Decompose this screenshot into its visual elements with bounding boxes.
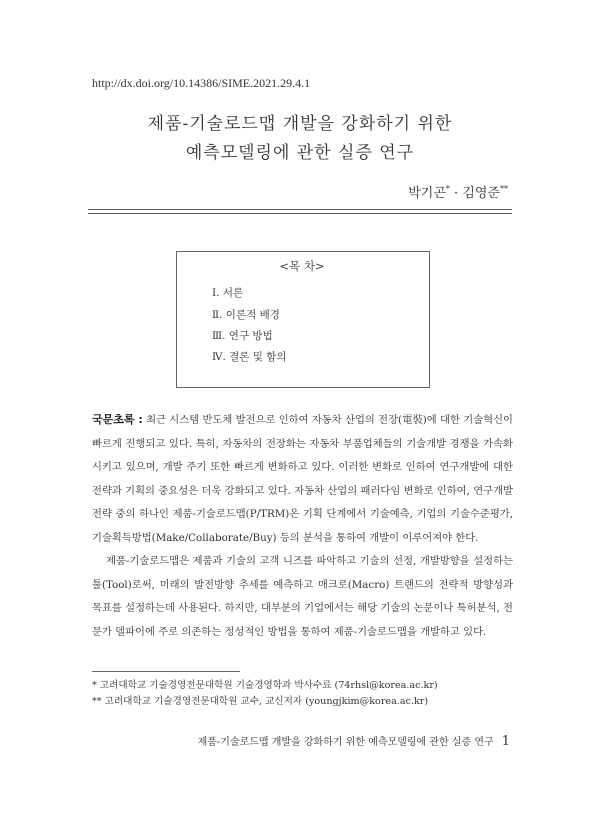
paper-title-line-1: 제품-기술로드맵 개발을 강화하기 위한	[147, 114, 453, 134]
paper-title-line-2: 예측모델링에 관한 실증 연구	[185, 143, 415, 163]
toc-item: Ⅲ. 연구 방법	[212, 330, 273, 342]
abstract-label: 국문초록 :	[92, 413, 143, 426]
page-footer	[198, 733, 510, 749]
page-number: 1	[501, 734, 510, 749]
author-separator: ·	[449, 186, 463, 201]
abstract-text: 최근 시스템 반도체 발전으로 인하여 자동차 산업의 전장(電裝)에 대한 기술혁신이 빠르게 진행되고 있다. 특히, 자동차의 전장화는 자동차 부품업체들의 기술개발 경쟁을 가속화시키고 있으며, 개발 주기 또한 빠르게 변화하고 있다. 이러한 변화로 인하여 연구개발에 대한 전략과 기획의 중요성은 더욱 강화되고 있다. 자동차 산업의 패러다임 변화로 인하여, 연구개발 전략 중의 하나인 제품-기술로드맵(P/TRM)은 기획 단계에서 기술예측, 기업의 기술수준평가, 기술획득방법(Make/Collaborate/Buy) 등의 분석을 통하여 개발이 이루어져야 한다.	[92, 414, 513, 544]
header-divider	[88, 213, 512, 214]
abstract	[92, 408, 513, 644]
running-title: 제품-기술로드맵 개발을 강화하기 위한 예측모델링에 관한 실증 연구	[197, 737, 494, 748]
author-name: 김영준	[462, 186, 500, 201]
toc-item: Ⅳ. 결론 및 함의	[212, 351, 287, 363]
footnote: ** 고려대학교 기술경영전문대학원 교수, 교신저자 (youngjkim@korea.ac.kr)	[92, 696, 429, 707]
author-name: 박기곤	[408, 186, 446, 201]
toc-item: Ⅱ. 이론적 배경	[212, 309, 280, 321]
author-list	[408, 182, 508, 201]
footnote: * 고려대학교 기술경영전문대학원 기술경영학과 박사수료 (74rhsl@korea.ac.kr)	[92, 680, 438, 691]
doi-link[interactable]: http://dx.doi.org/10.14386/SIME.2021.29.4.1	[92, 76, 311, 90]
abstract-paragraph: 제품-기술로드맵은 제품과 기술의 고객 니즈를 파악하고 기술의 선정, 개발방향을 설정하는 툴(Tool)로써, 미래의 발전방향 추세를 예측하고 매크로(Macro) 트랜드의 전략적 방향성과 목표를 설정하는데 사용된다. 하지만, 대부분의 기업에서는 해당 기술의 논문이나 특허분석, 전문가 델파이에 주로 의존하는 정성적인 방법을 통하여 제품-기술로드맵을 개발하고 있다.	[92, 555, 513, 638]
toc-item: Ⅰ. 서론	[212, 287, 244, 299]
header-divider	[88, 209, 512, 210]
author-mark: **	[500, 184, 508, 194]
footnote-divider	[92, 671, 240, 672]
author-mark: *	[445, 184, 450, 194]
toc-heading: <목 차>	[279, 259, 325, 273]
abstract-paragraph	[92, 408, 513, 550]
